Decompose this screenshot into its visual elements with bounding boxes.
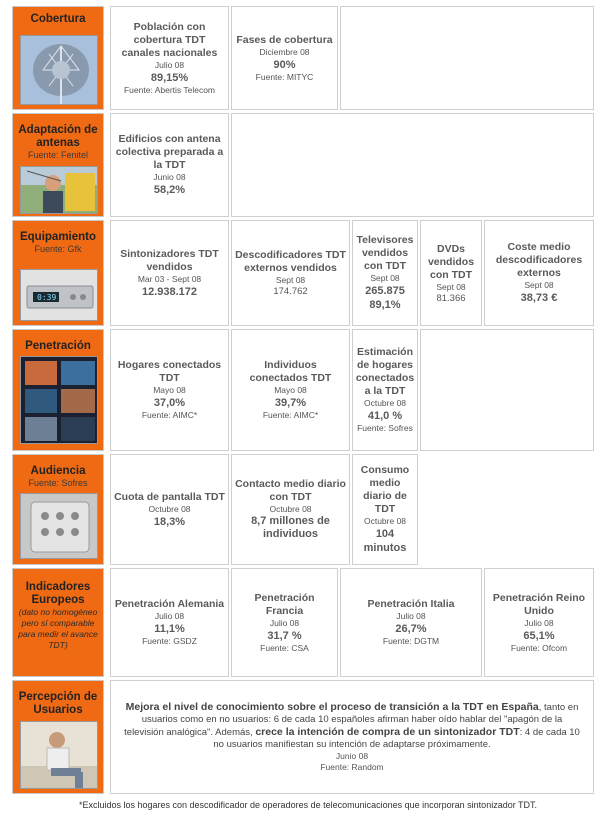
row-percepcion-usuarios bbox=[12, 680, 594, 794]
cell-title: Penetración Alemania bbox=[114, 598, 225, 610]
cell-value: 39,7% bbox=[274, 397, 307, 409]
cell-empty bbox=[420, 329, 594, 451]
row-title: Adaptación de antenas bbox=[18, 124, 98, 149]
cell-source: Fuente: Ofcom bbox=[510, 642, 568, 653]
cell-source: Fuente: AIMC* bbox=[141, 410, 198, 420]
row-penetracion bbox=[12, 329, 594, 451]
cell-individuos-conectados bbox=[231, 329, 350, 451]
set-top-box-photo bbox=[20, 269, 98, 321]
cell-title: Sintonizadores TDT vendidos bbox=[120, 247, 219, 273]
row-title: Penetración bbox=[25, 340, 91, 352]
cell-value: 104 minutos bbox=[363, 528, 407, 554]
row-source: Fuente: Gfk bbox=[34, 244, 82, 254]
cell-date: Julio 08 bbox=[524, 617, 554, 628]
cell-source: Fuente: AIMC* bbox=[262, 410, 319, 420]
row-note: (dato no homogéneo pero sí comparable para medir el avance TDT) bbox=[18, 607, 98, 650]
label-percepcion-usuarios bbox=[12, 680, 104, 794]
cell-value: 12.938.172 bbox=[141, 285, 198, 298]
cell-title: Penetración Reino Unido bbox=[492, 591, 586, 617]
cell-value: 38,73 € bbox=[520, 292, 558, 304]
row-title: Equipamiento bbox=[19, 231, 97, 243]
cell-percepcion-texto bbox=[110, 680, 594, 794]
cell-televisores bbox=[352, 220, 418, 326]
row-cobertura bbox=[12, 6, 594, 110]
remote-control-photo bbox=[20, 493, 98, 559]
cell-source: Fuente: Abertis Telecom bbox=[123, 84, 216, 95]
cell-date: Julio 08 bbox=[154, 611, 185, 621]
cell-descodificadores bbox=[231, 220, 350, 326]
cell-penetracion-francia bbox=[231, 568, 338, 677]
cell-value: 65,1% bbox=[523, 629, 555, 642]
cell-title: Cuota de pantalla TDT bbox=[114, 490, 225, 503]
cell-value: 41,0 % bbox=[367, 410, 403, 422]
cell-value: 8,7 millones de individuos bbox=[251, 515, 330, 540]
cell-title: Penetración Francia bbox=[254, 591, 315, 617]
cell-date: Julio 08 bbox=[154, 59, 185, 70]
label-adaptacion-antenas bbox=[12, 113, 104, 217]
cell-title: Televisores vendidos con TDT bbox=[356, 234, 414, 272]
remote-illustration bbox=[21, 494, 98, 559]
row-indicadores-europeos bbox=[12, 568, 594, 677]
cell-poblacion-cobertura bbox=[110, 6, 229, 110]
cell-title: Edificios con antena colectiva preparada a la TDT bbox=[115, 133, 224, 171]
cell-value: 18,3% bbox=[153, 515, 186, 528]
row-title: Cobertura bbox=[30, 13, 86, 25]
cell-source: Fuente: MITYC bbox=[255, 71, 314, 82]
cell-value: 58,2% bbox=[153, 184, 186, 196]
cell-title: Descodificadores TDT externos vendidos bbox=[235, 249, 346, 274]
cell-empty bbox=[340, 6, 594, 110]
cell-date: Octubre 08 bbox=[363, 398, 407, 408]
worker-illustration bbox=[21, 167, 98, 214]
cell-source: Fuente: GSDZ bbox=[142, 636, 197, 646]
cell-title: Estimación de hogares conectados a la TDT bbox=[355, 346, 415, 397]
cell-value-secondary: 89,1% bbox=[369, 299, 401, 311]
label-equipamiento bbox=[12, 220, 104, 326]
cell-value: 174.762 bbox=[273, 286, 308, 297]
cell-value: 89,15% bbox=[150, 71, 189, 84]
perception-paragraph bbox=[121, 701, 583, 751]
cell-empty bbox=[231, 113, 594, 217]
perception-highlight-1: Mejora el nivel de conocimiento sobre el proceso de transición a la TDT en España bbox=[125, 701, 539, 713]
cell-source: Fuente: Sofres bbox=[357, 423, 413, 433]
cell-estimacion-hogares bbox=[352, 329, 418, 451]
perception-highlight-2: crece la intención de compra de un sintonizador TDT bbox=[255, 726, 520, 738]
cell-penetracion-reino-unido bbox=[484, 568, 594, 677]
cell-date: Diciembre 08 bbox=[259, 46, 310, 57]
label-penetracion bbox=[12, 329, 104, 451]
cell-source: Fuente: CSA bbox=[260, 642, 309, 653]
cell-date: Sept 08 bbox=[370, 273, 400, 283]
cell-hogares-conectados bbox=[110, 329, 229, 451]
cell-source: Fuente: Random bbox=[320, 762, 384, 772]
cell-contacto-medio bbox=[231, 454, 350, 565]
cell-date: Junio 08 bbox=[335, 751, 369, 761]
cell-dvds bbox=[420, 220, 482, 326]
cell-value: 90% bbox=[273, 58, 296, 71]
perception-text-2: : 4 de cada 10 no usuarios manifiestan su intención de adaptarse próximamente. bbox=[213, 727, 580, 750]
cell-fases-cobertura bbox=[231, 6, 338, 110]
tv-screens-illustration bbox=[21, 357, 98, 444]
cell-value: 81.366 bbox=[436, 292, 466, 304]
row-source: Fuente: Sofres bbox=[28, 478, 88, 488]
label-cobertura bbox=[12, 6, 104, 110]
cell-title: Contacto medio diario con TDT bbox=[235, 478, 346, 503]
cell-penetracion-alemania bbox=[110, 568, 229, 677]
antenna-tower-photo bbox=[20, 35, 98, 105]
cell-title: Coste medio descodificadores externos bbox=[495, 241, 583, 279]
row-title: Percepción de Usuarios bbox=[18, 691, 98, 716]
row-source: Fuente: Fenitel bbox=[27, 150, 89, 160]
cell-date: Junio 08 bbox=[153, 172, 186, 182]
cell-date: Octubre 08 bbox=[363, 516, 407, 526]
cell-edificios-antena bbox=[110, 113, 229, 217]
row-title: Indicadores Europeos bbox=[25, 581, 91, 606]
label-indicadores-europeos bbox=[12, 568, 104, 677]
cell-date: Sept 08 bbox=[524, 280, 554, 290]
decoder-illustration bbox=[21, 270, 98, 321]
television-screens-photo bbox=[20, 356, 98, 444]
cell-penetracion-italia bbox=[340, 568, 482, 677]
row-title: Audiencia bbox=[30, 465, 86, 477]
cell-date: Octubre 08 bbox=[269, 504, 312, 514]
cell-title: DVDs vendidos con TDT bbox=[427, 242, 475, 281]
user-on-sofa-photo bbox=[20, 721, 98, 789]
row-audiencia bbox=[12, 454, 594, 565]
row-equipamiento bbox=[12, 220, 594, 326]
cell-value: 31,7 % bbox=[267, 629, 302, 642]
cell-title: Consumo medio diario de TDT bbox=[360, 464, 410, 515]
cell-value: 11,1% bbox=[154, 623, 185, 635]
row-adaptacion-antenas bbox=[12, 113, 594, 217]
cell-title: Individuos conectados TDT bbox=[249, 359, 332, 384]
cell-date: Octubre 08 bbox=[148, 503, 191, 514]
perception-text-1: , tanto en usuarios como en no usuarios: 6 de cada 10 españoles afirman haber oído hablar del "apagón de la televisión analógica". Además, bbox=[124, 702, 579, 738]
cell-title: Fases de cobertura bbox=[236, 33, 333, 46]
cell-date: Sept 08 bbox=[275, 275, 306, 285]
cell-title: Penetración Italia bbox=[367, 598, 455, 610]
cell-date: Mayo 08 bbox=[274, 385, 307, 395]
cell-value: 265.875 bbox=[365, 285, 405, 297]
cell-date: Julio 08 bbox=[396, 611, 426, 621]
cell-date: Mayo 08 bbox=[153, 385, 186, 395]
cell-cuota-pantalla bbox=[110, 454, 229, 565]
cell-value: 37,0% bbox=[153, 397, 186, 409]
person-illustration bbox=[21, 722, 98, 789]
cell-value: 26,7% bbox=[395, 623, 427, 635]
cell-coste-medio bbox=[484, 220, 594, 326]
cell-source: Fuente: DGTM bbox=[382, 636, 440, 646]
footnote: *Excluidos los hogares con descodificador de operadores de telecomunicaciones que incorporan sintonizador TDT. bbox=[78, 800, 538, 810]
cell-date: Julio 08 bbox=[269, 617, 300, 628]
antenna-illustration bbox=[21, 36, 98, 105]
cell-consumo-medio bbox=[352, 454, 418, 565]
cell-sintonizadores bbox=[110, 220, 229, 326]
cell-title: Población con cobertura TDT canales nacionales bbox=[121, 20, 218, 59]
cell-date: Sept 08 bbox=[436, 281, 466, 292]
label-audiencia bbox=[12, 454, 104, 565]
svg-text:0:39: 0:39 bbox=[37, 293, 57, 302]
antenna-installer-photo bbox=[20, 166, 98, 214]
cell-title: Hogares conectados TDT bbox=[117, 359, 222, 384]
cell-date: Mar 03 - Sept 08 bbox=[137, 273, 202, 284]
